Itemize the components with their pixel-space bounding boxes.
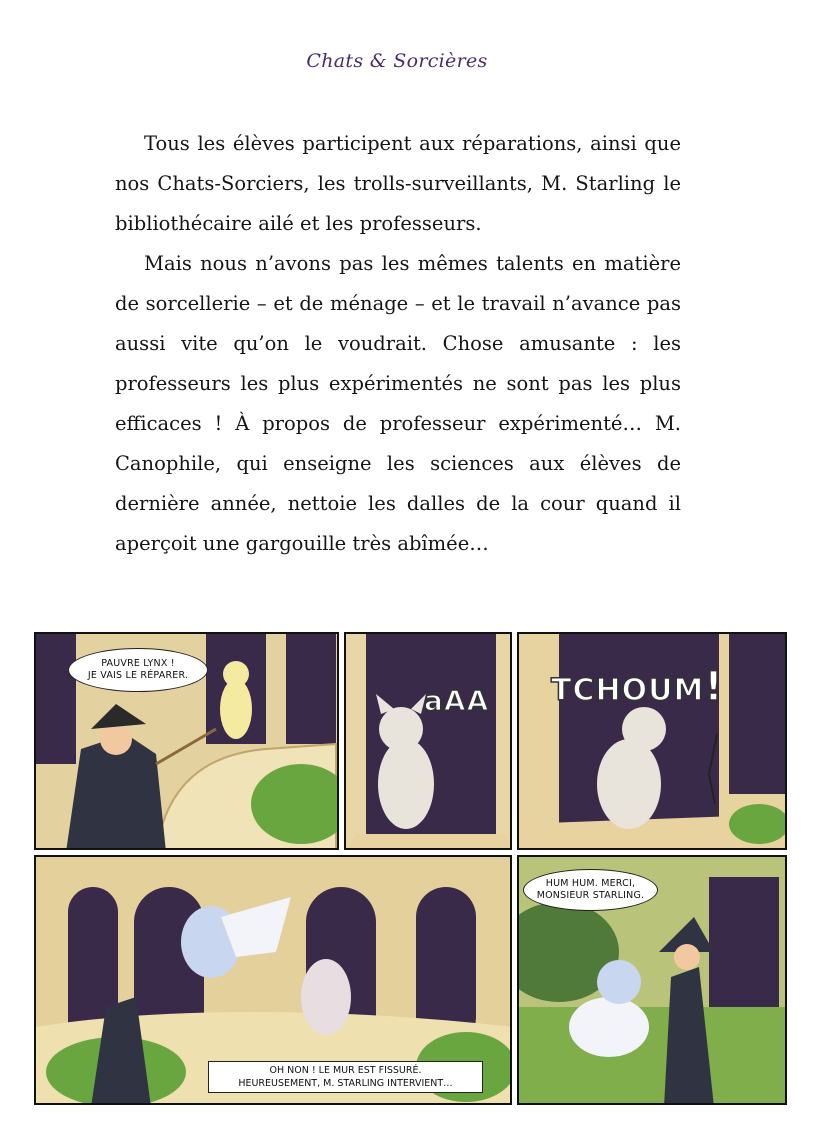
bubble-line-2: JE VAIS LE RÉPARER. — [87, 670, 189, 681]
speech-bubble-panel-5 — [523, 869, 658, 911]
sfx-word: TCHOUM — [551, 673, 705, 708]
story-text — [115, 124, 681, 564]
comic-panel-3 — [517, 632, 787, 850]
sound-effect-tchoum — [551, 664, 724, 710]
caption-line-2: HEUREUSEMENT, M. STARLING INTERVIENT… — [238, 1078, 453, 1089]
bubble-line-1: PAUVRE LYNX ! — [101, 658, 175, 669]
comic-panel-2 — [344, 632, 512, 850]
comic-panel-4 — [34, 855, 512, 1105]
sfx-exclaim: ! — [704, 664, 724, 710]
panel-2-illustration — [346, 634, 512, 850]
caption-line-1: OH NON ! LE MUR EST FISSURÉ. — [269, 1065, 422, 1076]
bubble-line-2: MONSIEUR STARLING. — [536, 890, 645, 901]
comic-panel-1 — [34, 632, 339, 850]
running-header-title: Chats & Sorcières — [306, 50, 488, 72]
comic-panel-5 — [517, 855, 787, 1105]
speech-bubble-panel-1 — [68, 648, 208, 692]
narration-caption — [208, 1061, 483, 1093]
bubble-line-1: HUM HUM. MERCI, — [545, 878, 636, 889]
paragraph-2: Mais nous n’avons pas les mêmes talents en matière de sorcellerie – et de ménage – et le travail n’avance pas aussi vite qu’on le voudrait. Chose amusante : les professeurs les plus expérimentés ne sont pas les plus efficaces ! À propos de professeur expérimenté… M. Canophile, qui enseigne les sciences aux élèves de dernière année, nettoie les dalles de la cour quand il aperçoit une gargouille très abîmée… — [115, 252, 681, 555]
paragraph-1: Tous les élèves participent aux réparations, ainsi que nos Chats-Sorciers, les trolls-surveillants, M. Starling le bibliothécaire ailé et les professeurs. — [115, 132, 681, 235]
sound-effect-aaa: aAA — [424, 684, 490, 717]
